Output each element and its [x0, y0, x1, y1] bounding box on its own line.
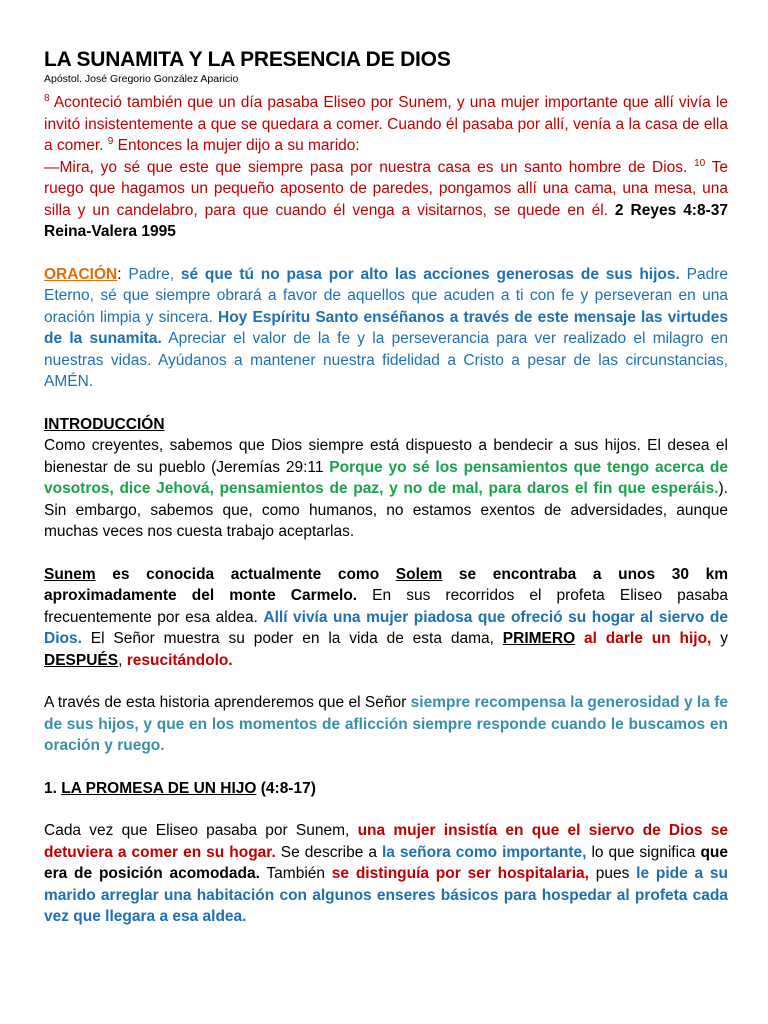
prayer-text: Padre,: [121, 265, 181, 283]
each-time-paragraph: [44, 820, 728, 928]
through-paragraph: [44, 692, 728, 757]
verse-number: 8: [44, 93, 50, 104]
intro-text: ). Sin embargo, sabemos que, como humanos, no estamos exentos de adversidades, aunque muchas veces nos cuesta trabajo aceptarlas.: [44, 480, 728, 540]
body-text-blue: le pide a su marido arreglar una habitación con algunos enseres básicos para hospedar al profeta cada vez que llegara a esa aldea.: [44, 865, 729, 925]
sunem-text: y: [711, 630, 728, 647]
through-text: A través de esta historia aprenderemos que el Señor: [44, 694, 411, 711]
verse-text: —Mira, yo sé que este que siempre pasa por nuestra casa es un santo hombre de Dios.: [44, 158, 695, 176]
sunem-text-red: al darle un hijo,: [575, 630, 712, 647]
verse-text: Entonces la mujer dijo a su marido:: [113, 137, 360, 154]
verse-text: Te ruego que hagamos un pequeño aposento de paredes, pongamos allí una cama, una mesa, una silla y un candelabro, para que cuando él venga a visitarnos, se quede en él.: [44, 158, 728, 219]
scripture-reference: 2 Reyes 4:8-37 Reina-Valera 1995: [44, 201, 728, 240]
sunem-text-blue: Allí vivía una mujer piadosa que ofreció su hogar al siervo de Dios.: [44, 608, 729, 647]
sunem-text-red: resucitándolo.: [126, 651, 233, 669]
intro-heading: INTRODUCCIÓN: [44, 415, 165, 433]
section-reference: (4:8-17): [256, 779, 316, 797]
through-text-teal: siempre recompensa la generosidad y la fe de sus hijos, y que en los momentos de aflicción siempre responde cuando le buscamos en oración y ruego.: [44, 694, 728, 754]
body-text-red: se distinguía por ser hospitalaria,: [331, 865, 589, 882]
body-text: Cada vez que Eliseo pasaba por Sunem,: [44, 822, 358, 839]
body-text: pues: [588, 865, 637, 882]
document-page: [44, 48, 728, 928]
body-text-bold: que era de posición acomodada.: [44, 843, 728, 882]
primero-label: PRIMERO: [502, 630, 576, 647]
body-text: Se describe a: [275, 843, 382, 861]
prayer-text: Padre Eterno, sé que siempre obrará a favor de aquellos que acuden a ti con fe y perseveran en una oración limpia y sincera.: [44, 265, 728, 326]
author-line: Apóstol. José Gregorio González Aparicio: [44, 73, 239, 85]
verse-text: Aconteció también que un día pasaba Eliseo por Sunem, y una mujer importante que allí vivía le invitó insistentemente a que se quedara a comer. Cuando él pasaba por allí, venía a la casa de ella a comer.: [44, 94, 728, 154]
section-number: 1.: [44, 779, 62, 797]
scripture-passage-cont: [44, 157, 728, 243]
section-heading: [44, 778, 728, 800]
sunem-text: En sus recorridos el profeta Eliseo pasaba frecuentemente por esa aldea.: [44, 587, 728, 626]
sunem-paragraph: [44, 564, 728, 672]
sunem-text: El Señor muestra su poder en la vida de esta dama,: [81, 630, 503, 647]
section-title: LA PROMESA DE UN HIJO: [61, 779, 257, 797]
body-text: lo que significa: [586, 843, 701, 861]
page-title: LA SUNAMITA Y LA PRESENCIA DE DIOS: [44, 48, 451, 71]
verse-number: 9: [107, 136, 114, 147]
prayer-text-bold: Hoy Espíritu Santo enséñanos a través de este mensaje las virtudes de la sunamita.: [44, 308, 728, 347]
verse-number: 10: [694, 157, 706, 169]
prayer-paragraph: [44, 264, 728, 393]
scripture-passage: [44, 92, 728, 157]
prayer-text-bold: sé que tú no pasa por alto las acciones generosas de sus hijos.: [180, 265, 680, 283]
despues-label: DESPUÉS: [44, 651, 119, 669]
sunem-text-bold: se encontraba a unos 30 km aproximadamente del monte Carmelo.: [44, 565, 728, 604]
body-text-red: una mujer insistía en que el siervo de Dios se detuviera a comer en su hogar.: [44, 822, 728, 861]
place-solem: Solem: [395, 565, 443, 583]
sunem-text: ,: [118, 651, 127, 669]
intro-text: Como creyentes, sabemos que Dios siempre está dispuesto a bendecir a sus hijos. El desea el bienestar de su pueblo (Jeremías 29:11: [44, 437, 728, 476]
sunem-text-bold: es conocida actualmente como: [95, 565, 396, 583]
place-sunem: Sunem: [44, 565, 96, 583]
prayer-colon: :: [117, 265, 122, 283]
jeremiah-quote: Porque yo sé los pensamientos que tengo acerca de vosotros, dice Jehová, pensamientos de paz, y no de mal, para daros el fin que esperáis.: [44, 458, 728, 497]
body-text: También: [259, 865, 332, 882]
prayer-text: Apreciar el valor de la fe y la perseverancia para ver realizado el milagro en nuestras vidas. Ayúdanos a mantener nuestra fidelidad a Cristo a pesar de las circunstancias, AMÉN.: [44, 330, 728, 390]
body-text-blue: la señora como importante,: [381, 843, 587, 861]
intro-paragraph: [44, 435, 728, 543]
prayer-heading: ORACIÓN: [44, 265, 118, 283]
